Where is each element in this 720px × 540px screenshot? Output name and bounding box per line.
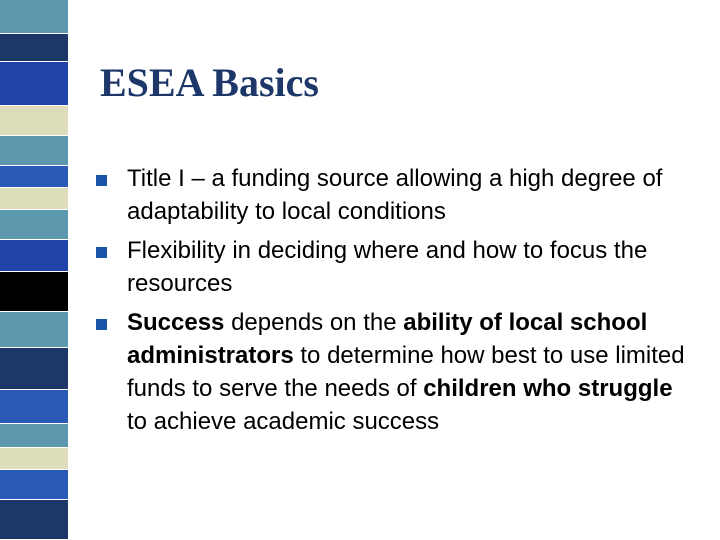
stripe-block bbox=[0, 240, 68, 272]
slide-title: ESEA Basics bbox=[100, 60, 319, 105]
square-bullet-icon bbox=[96, 175, 107, 186]
bullet-text: depends on the bbox=[224, 309, 404, 336]
stripe-block bbox=[0, 424, 68, 448]
stripe-block bbox=[0, 210, 68, 240]
bullet-item bbox=[96, 306, 696, 438]
square-bullet-icon bbox=[96, 319, 107, 330]
bullet-text-bold: ability of local school administrators bbox=[127, 309, 648, 369]
bullet-text: to determine how best to use limited funds to serve the needs of bbox=[127, 342, 685, 402]
bullet-text-bold: Success bbox=[127, 309, 225, 336]
stripe-block bbox=[0, 348, 68, 390]
bullet-item bbox=[96, 162, 696, 228]
stripe-block bbox=[0, 188, 68, 210]
stripe-block bbox=[0, 390, 68, 424]
bullet-text: Title I – a funding source allowing a high degree of adaptability to local conditions bbox=[127, 165, 663, 225]
square-bullet-icon bbox=[96, 247, 107, 258]
stripe-block bbox=[0, 0, 68, 34]
stripe-block bbox=[0, 166, 68, 188]
decorative-color-stripe bbox=[0, 0, 68, 540]
bullet-item bbox=[96, 234, 696, 300]
bullet-text: to achieve academic success bbox=[127, 408, 440, 435]
stripe-block bbox=[0, 272, 68, 312]
stripe-block bbox=[0, 106, 68, 136]
bullet-list bbox=[96, 162, 696, 444]
stripe-block bbox=[0, 62, 68, 106]
stripe-block bbox=[0, 34, 68, 62]
stripe-block bbox=[0, 500, 68, 540]
stripe-block bbox=[0, 448, 68, 470]
bullet-text: Flexibility in deciding where and how to focus the resources bbox=[127, 237, 648, 297]
stripe-block bbox=[0, 136, 68, 166]
stripe-block bbox=[0, 312, 68, 348]
bullet-text-bold: children who struggle bbox=[423, 375, 673, 402]
stripe-block bbox=[0, 470, 68, 500]
